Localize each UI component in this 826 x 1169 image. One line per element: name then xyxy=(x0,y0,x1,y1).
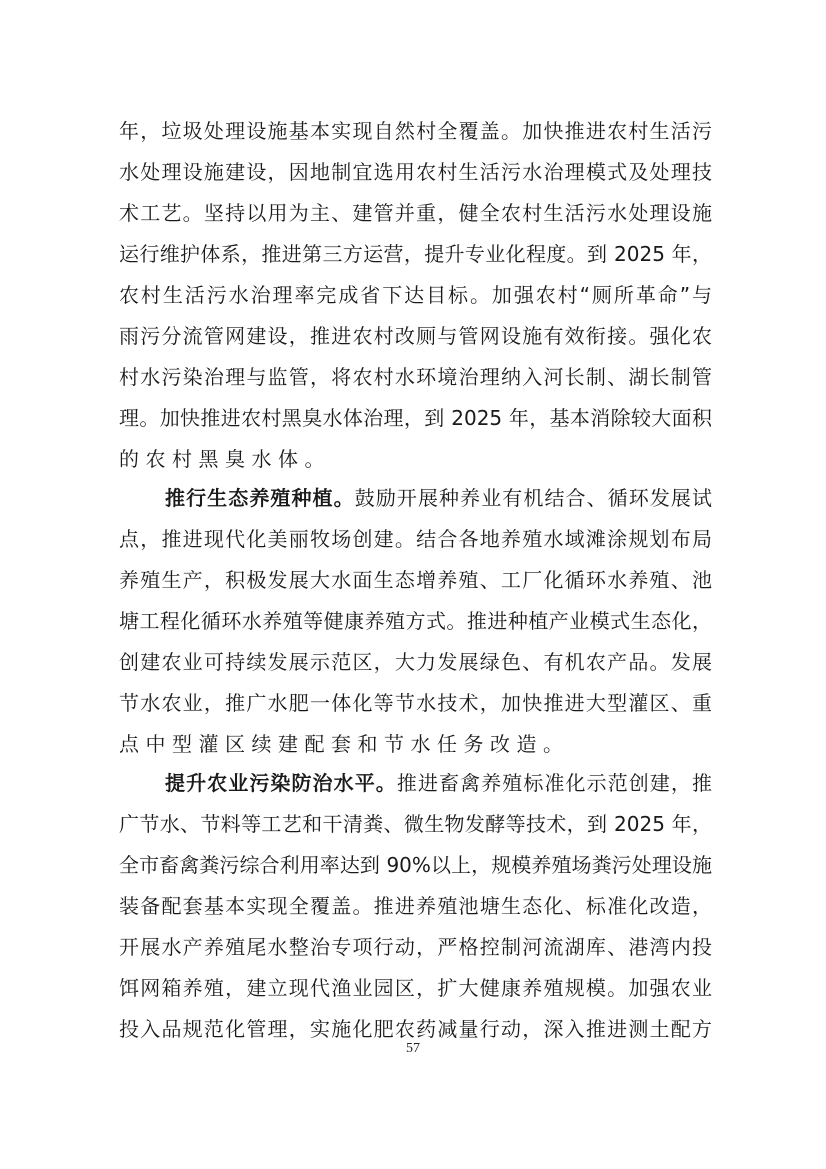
text-line: 年，垃圾处理设施基本实现自然村全覆盖。加快推进农村生活污 xyxy=(119,119,712,143)
page-number: 57 xyxy=(406,1041,420,1056)
text-line: 运行维护体系，推进第三方运营，提升专业化程度。到 2025 年， xyxy=(119,242,712,266)
text-line: 创建农业可持续发展示范区，大力发展绿色、有机农产品。发展 xyxy=(119,650,712,674)
text-line: 装备配套基本实现全覆盖。推进养殖池塘生态化、标准化改造， xyxy=(119,894,712,918)
text-span: 鼓励开展种养业有机结合、循环发展试 xyxy=(354,486,713,510)
text-line: 雨污分流管网建设，推进农村改厕与管网设施有效衔接。强化农 xyxy=(119,324,712,348)
text-line xyxy=(119,478,712,519)
paragraph-ecological-farming xyxy=(119,478,712,765)
text-line: 投入品规范化管理，实施化肥农药减量行动，深入推进测土配方 xyxy=(119,1017,712,1041)
paragraph-lead-heading: 推行生态养殖种植。 xyxy=(165,486,355,510)
text-line: 开展水产养殖尾水整治专项行动，严格控制河流湖库、港湾内投 xyxy=(119,935,712,959)
text-line: 节水农业，推广水肥一体化等节水技术，加快推进大型灌区、重 xyxy=(119,691,712,715)
paragraph-agricultural-pollution xyxy=(119,763,712,1050)
text-line: 塘工程化循环水养殖等健康养殖方式。推进种植产业模式生态化， xyxy=(119,609,712,633)
paragraph-lead-heading: 提升农业污染防治水平。 xyxy=(165,771,397,795)
text-line: 全市畜禽粪污综合利用率达到 90%以上，规模养殖场粪污处理设施 xyxy=(119,853,712,877)
text-line: 广节水、节料等工艺和干清粪、微生物发酵等技术，到 2025 年， xyxy=(119,812,712,836)
text-line: 农村生活污水治理率完成省下达目标。加强农村“厕所革命”与 xyxy=(119,283,712,307)
text-span: 推进畜禽养殖标准化示范创建，推 xyxy=(396,771,713,795)
text-line xyxy=(119,763,712,804)
text-line: 术工艺。坚持以用为主、建管并重，健全农村生活污水处理设施 xyxy=(119,201,712,225)
text-line: 水处理设施建设，因地制宜选用农村生活污水治理模式及处理技 xyxy=(119,160,712,184)
text-line: 的农村黑臭水体。 xyxy=(119,447,331,471)
text-line: 理。加快推进农村黑臭水体治理，到 2025 年，基本消除较大面积 xyxy=(119,406,712,430)
text-line: 饵网箱养殖，建立现代渔业园区，扩大健康养殖规模。加强农业 xyxy=(119,976,712,1000)
text-line: 点中型灌区续建配套和节水任务改造。 xyxy=(119,732,570,756)
text-line: 点，推进现代化美丽牧场创建。结合各地养殖水域滩涂规划布局 xyxy=(119,527,712,551)
paragraph-rural-sewage xyxy=(119,111,712,480)
text-line: 养殖生产，积极发展大水面生态增养殖、工厂化循环水养殖、池 xyxy=(119,568,712,592)
text-line: 村水污染治理与监管，将农村水环境治理纳入河长制、湖长制管 xyxy=(119,365,712,389)
